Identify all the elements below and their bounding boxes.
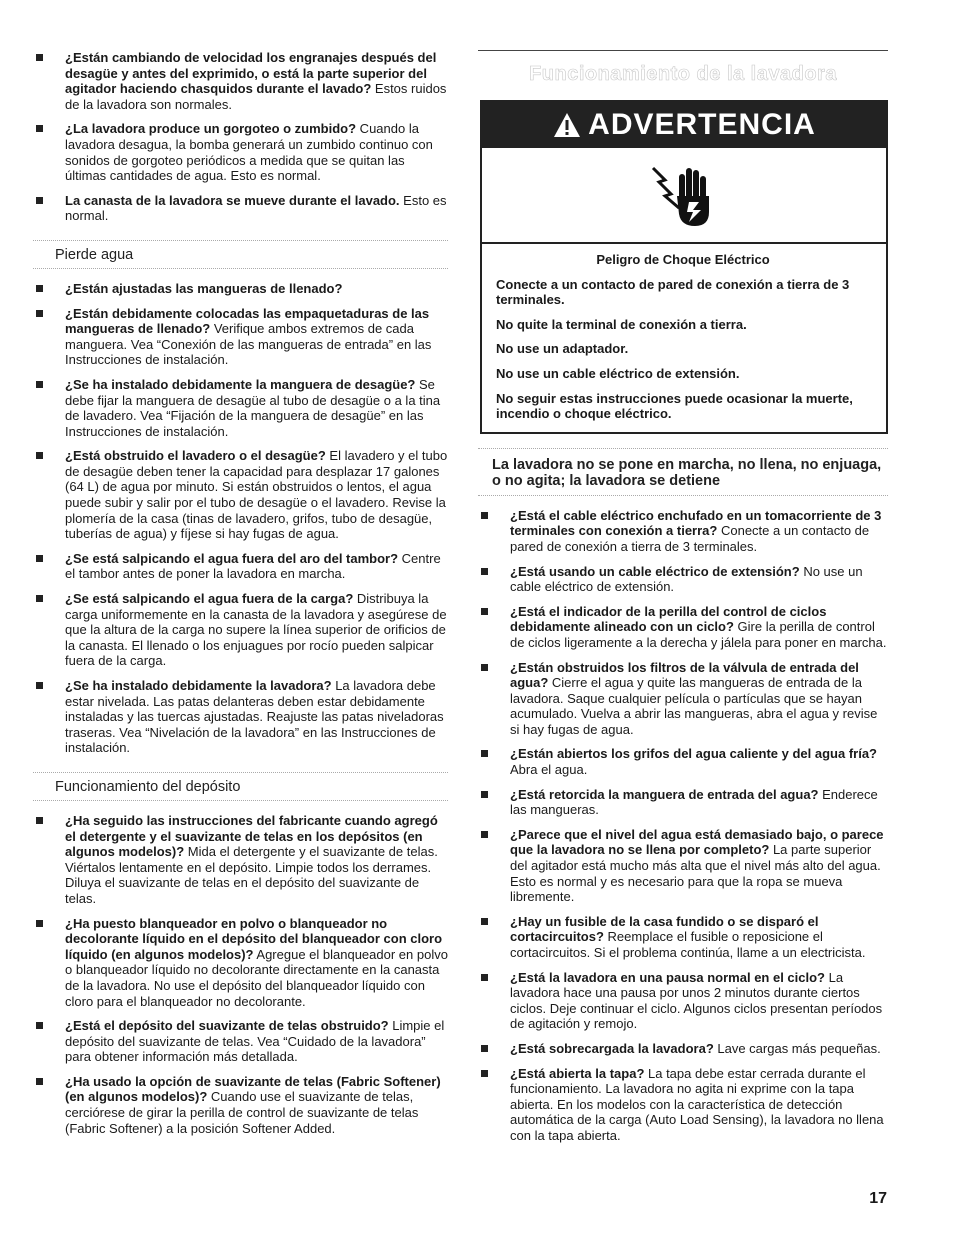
item-question: ¿Está el indicador de la perilla del control de ciclos debidamente alineado con un ciclo?: [510, 603, 827, 635]
item-answer: Cuando la lavadora desagua, la bomba generará un zumbido continuo con sonidos de gorgoteo periódicos a medida que se quitan las últimas cantidades de agua. Esto es normal.: [65, 121, 433, 184]
item-answer: Esto es normal.: [65, 192, 447, 224]
left-column: [33, 50, 448, 1145]
bullet-icon: [36, 555, 43, 562]
top-rule: [478, 50, 888, 51]
bullet-icon: [36, 595, 43, 602]
bullet-icon: [481, 791, 488, 798]
list-item: [33, 377, 448, 439]
item-answer: Abra el agua.: [510, 762, 588, 778]
bullet-icon: [36, 920, 43, 927]
list-item: [33, 551, 448, 582]
list-item: [478, 564, 888, 595]
item-answer: Verifique ambos extremos de cada manguera. Vea “Conexión de las mangueras de entrada” en las Instrucciones de instalación.: [65, 321, 432, 368]
list-item: [33, 448, 448, 542]
bullet-icon: [36, 54, 43, 61]
bullet-icon: [481, 512, 488, 519]
bullet-icon: [36, 381, 43, 388]
item-question: ¿Hay un fusible de la casa fundido o se disparó el cortacircuitos?: [510, 913, 819, 945]
item-answer: Conecte a un contacto de pared de conexión a tierra de 3 terminales.: [510, 523, 870, 554]
warning-line: No seguir estas instrucciones puede ocasionar la muerte, incendio o choque eléctrico.: [496, 390, 853, 422]
bullet-icon: [36, 1022, 43, 1029]
item-question: ¿Ha usado la opción de suavizante de telas (Fabric Softener) (en algunos modelos)?: [65, 1073, 441, 1105]
warning-line: No quite la terminal de conexión a tierra.: [496, 316, 747, 332]
list-item: [33, 916, 448, 1010]
item-answer: Estos ruidos de la lavadora son normales.: [65, 81, 447, 112]
item-answer: La lavadora debe estar nivelada. Las patas delanteras deben estar debidamente instaladas y las tuercas ajustadas. Reajuste las patas niveladoras traseras. Vea “Nivelación de la lavadora” en las Instrucciones de instalación.: [65, 678, 444, 756]
item-question: ¿Están abiertos los grifos del agua caliente y del agua fría?: [510, 746, 877, 762]
list-item: [33, 1074, 448, 1136]
bullet-icon: [481, 750, 488, 757]
bullet-icon: [481, 608, 488, 615]
item-question: ¿Está retorcida la manguera de entrada del agua?: [510, 786, 819, 802]
item-question: ¿Está obstruido el lavadero o el desagüe?: [65, 448, 326, 464]
item-answer: La lavadora hace una pausa por unos 2 minutos durante ciertos ciclos. Deje continuar el ciclo. Algunos ciclos presentan períodos de agitación y remojo.: [510, 969, 883, 1032]
item-question: ¿Está el depósito del suavizante de telas obstruido?: [65, 1018, 389, 1034]
item-question: ¿Se está salpicando el agua fuera de la carga?: [65, 591, 354, 607]
pierde-agua-list: [33, 281, 448, 756]
hazard-title: Peligro de Choque Eléctrico: [596, 252, 770, 267]
warning-line: Conecte a un contacto de pared de conexión a tierra de 3 terminales.: [496, 276, 850, 308]
bullet-icon: [481, 831, 488, 838]
list-item: [33, 813, 448, 907]
item-answer: Reemplace el fusible o reposicione el cortacircuitos. Si el problema continúa, llame a un electricista.: [510, 929, 866, 960]
item-question: ¿Se ha instalado debidamente la manguera de desagüe?: [65, 376, 416, 392]
list-item: [478, 1066, 888, 1144]
list-item: [478, 508, 888, 555]
left-top-list: [33, 50, 448, 224]
list-item: [478, 914, 888, 961]
item-question: ¿Se está salpicando el agua fuera del aro del tambor?: [65, 550, 399, 566]
item-answer: Limpie el depósito del suavizante de telas. Vea “Cuidado de la lavadora” para obtener información más detallada.: [65, 1018, 445, 1065]
bullet-icon: [36, 452, 43, 459]
item-question: ¿Está abierta la tapa?: [510, 1065, 645, 1081]
warning-line: No use un cable eléctrico de extensión.: [496, 365, 740, 381]
list-item: [33, 50, 448, 112]
item-question: ¿Está la lavadora en una pausa normal en el ciclo?: [510, 969, 825, 985]
list-item: [33, 121, 448, 183]
item-question: ¿Están ajustadas las mangueras de llenado?: [65, 280, 343, 296]
bullet-icon: [481, 1045, 488, 1052]
bullet-icon: [481, 918, 488, 925]
item-answer: Agregue el blanqueador en polvo o blanqueador líquido no decolorante directamente en la canasta de la lavadora. No use el depósito del blanqueador líquido con cloro para el blanqueador no decolorante.: [65, 946, 448, 1009]
deposito-list: [33, 813, 448, 1136]
item-answer: La tapa debe estar cerrada durante el funcionamiento. La lavadora no agita ni exprime con la tapa abierta. En los modelos con la característica de detección automática de la carga (Auto Load Sensing), la lavadora no llena con la tapa abierta.: [510, 1065, 884, 1143]
list-item: [33, 591, 448, 669]
warning-box: [480, 100, 888, 434]
page-number: 17: [869, 1190, 887, 1207]
right-list: [478, 508, 888, 1144]
warning-icon-area: [482, 148, 886, 244]
bullet-icon: [36, 682, 43, 689]
item-question: La canasta de la lavadora se mueve durante el lavado.: [65, 192, 400, 208]
list-item: [478, 746, 888, 777]
warning-triangle-icon: [552, 111, 582, 139]
item-answer: Cuando use el suavizante de telas, cerciórese de girar la perilla de control de suavizante de telas (Fabric Softener) a la posición Softener Added.: [65, 1089, 419, 1136]
item-question: ¿Están obstruidos los filtros de la válvula de entrada del agua?: [510, 659, 859, 691]
list-item: [478, 827, 888, 905]
item-question: ¿La lavadora produce un gorgoteo o zumbido?: [65, 121, 357, 137]
bullet-icon: [36, 817, 43, 824]
list-item: [478, 660, 888, 738]
right-column: [478, 50, 888, 1153]
bullet-icon: [481, 664, 488, 671]
section-heading-deposito: Funcionamiento del depósito: [33, 772, 448, 801]
bullet-icon: [481, 568, 488, 575]
warning-body: [482, 244, 886, 432]
list-item: [478, 604, 888, 651]
item-question: ¿Está sobrecargada la lavadora?: [510, 1040, 714, 1056]
item-answer: La parte superior del agitador está mucho más alta que el nivel más alto del agua. Esto es normal y es necesario para que la ropa se mueva libremente.: [510, 842, 881, 905]
list-item: [33, 193, 448, 224]
bullet-icon: [481, 1070, 488, 1077]
bullet-icon: [481, 974, 488, 981]
warning-line: No use un adaptador.: [496, 341, 629, 357]
bullet-icon: [36, 1078, 43, 1085]
item-answer: Cierre el agua y quite las mangueras de entrada de la lavadora. Saque cualquier película o partículas que se hayan acumulado. Vuelva a abrir las mangueras, abra el agua y revise si hay fugas de agua.: [510, 675, 878, 737]
bullet-icon: [36, 197, 43, 204]
bullet-icon: [36, 285, 43, 292]
item-answer: Mida el detergente y el suavizante de telas. Viértalos lentamente en el depósito. Limpie todos los derrames. Diluya el suavizante de telas en el depósito del suavizante de telas.: [65, 844, 438, 906]
section-heading-pierde-agua: Pierde agua: [33, 240, 448, 269]
item-answer: El lavadero y el tubo de desagüe deben tener la capacidad para desplazar 17 galones (64 L) de agua por minuto. Si están obstruidos o lentos, el agua puede subir y salir por el tubo de desagüe o el lavadero. Revise la plomería de la casa (tinas de lavadero, grifos, tubo de desagüe, tuberías de agua) y fíjese si hay fugas de agua.: [65, 448, 448, 542]
item-answer: Lave cargas más pequeñas.: [713, 1040, 881, 1056]
list-item: [33, 306, 448, 368]
section-heading-no-arranca: La lavadora no se pone en marcha, no llena, no enjuaga, o no agita; la lavadora se detiene: [478, 448, 888, 496]
list-item: [33, 281, 448, 297]
item-question: ¿Están cambiando de velocidad los engranajes después del desagüe y antes del exprimido, o está la parte superior del agitador haciendo chasquidos durante el lavado?: [65, 50, 437, 97]
list-item: [478, 1041, 888, 1057]
item-question: ¿Ha puesto blanqueador en polvo o blanqueador no decolorante líquido en el depósito del blanqueador con cloro líquido (en algunos modelos)?: [65, 915, 443, 962]
bullet-icon: [36, 125, 43, 132]
list-item: [33, 678, 448, 756]
item-question: ¿Parece que el nivel del agua está demasiado bajo, o parece que la lavadora no se llena por completo?: [510, 826, 884, 858]
list-item: [478, 787, 888, 818]
item-question: ¿Está el cable eléctrico enchufado en un tomacorriente de 3 terminales con conexión a tierra?: [510, 507, 882, 539]
item-question: ¿Está usando un cable eléctrico de extensión?: [510, 563, 800, 579]
item-question: ¿Están debidamente colocadas las empaquetaduras de las mangueras de llenado?: [65, 305, 430, 337]
warning-banner-text: ADVERTENCIA: [588, 108, 816, 141]
list-item: [478, 970, 888, 1032]
item-answer: No use un cable eléctrico de extensión.: [510, 563, 863, 595]
item-answer: Se debe fijar la manguera de desagüe al tubo de desagüe o a la tina de lavadero. Vea “Fijación de la manguera de desagüe” en las Instrucciones de instalación.: [65, 376, 441, 439]
warning-banner: [482, 102, 886, 148]
electric-shock-hand-icon: [649, 160, 719, 230]
item-question: ¿Ha seguido las instrucciones del fabricante cuando agregó el detergente y el suavizante de telas en los depósitos (en algunos modelos)?: [65, 812, 438, 860]
item-answer: Enderece las mangueras.: [510, 786, 878, 818]
item-answer: Gire la perilla de control de ciclos ligeramente a la derecha y jálela para poner en marcha.: [510, 619, 887, 650]
warning-lines: [496, 277, 870, 422]
ghost-section-title: Funcionamiento de la lavadora: [529, 63, 837, 85]
item-question: ¿Se ha instalado debidamente la lavadora?: [65, 678, 332, 693]
item-answer: Distribuya la carga uniformemente en la canasta de la lavadora y asegúrese de que la altura de la carga no supere la línea superior de orificios de la canasta. El llenado o los enjuagues por rocío pueden salpicar fuera de la carga.: [65, 591, 447, 669]
item-answer: Centre el tambor antes de poner la lavadora en marcha.: [65, 550, 441, 582]
bullet-icon: [36, 310, 43, 317]
list-item: [33, 1018, 448, 1065]
